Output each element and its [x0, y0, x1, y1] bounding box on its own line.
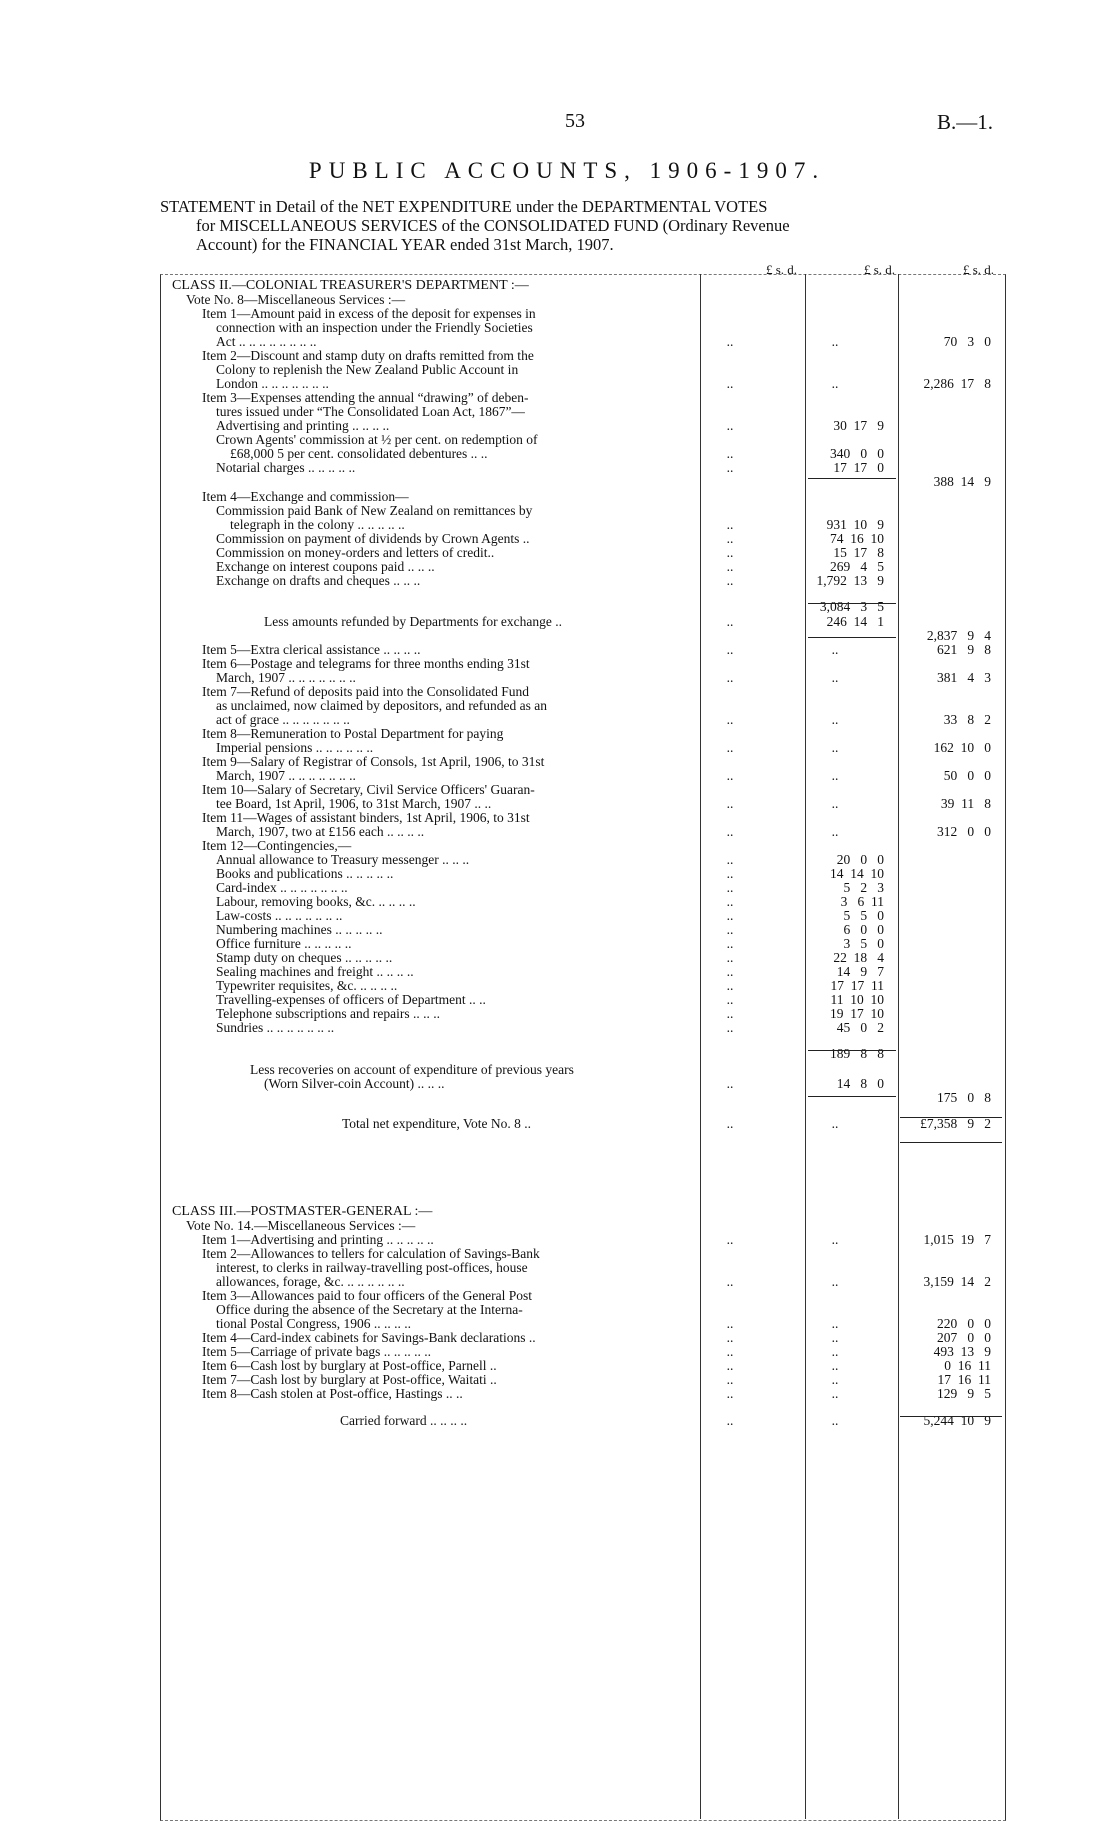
page-title: PUBLIC ACCOUNTS, 1906-1907. — [308, 158, 826, 183]
amount-column-3: 381 4 3 — [937, 670, 991, 685]
subtotal-rule — [808, 478, 896, 479]
row-label: Typewriter requisites, &c. .. .. .. .. — [216, 978, 398, 993]
table-row — [0, 474, 1114, 490]
leader-dots: .. — [726, 866, 734, 881]
amount-column-3: 2,286 17 8 — [923, 376, 991, 391]
leader-dots: .. — [831, 1413, 839, 1428]
amount-column-3: 129 9 5 — [937, 1386, 991, 1401]
leader-dots: .. — [726, 1413, 734, 1428]
amount-column-2: 14 14 10 — [830, 866, 884, 881]
leader-dots: .. — [726, 1330, 734, 1345]
leader-dots: .. — [726, 796, 734, 811]
amount-column-3: 175 0 8 — [937, 1090, 991, 1105]
amount-column-3: 312 0 0 — [937, 824, 991, 839]
subtotal-rule — [808, 1050, 896, 1051]
leader-dots: .. — [726, 740, 734, 755]
row-label: Item 3—Allowances paid to four officers of the General Post — [202, 1288, 533, 1303]
row-label: Item 7—Refund of deposits paid into the Consolidated Fund — [202, 684, 529, 699]
leader-dots: .. — [726, 334, 734, 349]
leader-dots: .. — [831, 796, 839, 811]
row-label: Item 8—Remuneration to Postal Department for paying — [202, 726, 504, 741]
row-label: Numbering machines .. .. .. .. .. — [216, 922, 383, 937]
leader-dots: .. — [726, 1274, 734, 1289]
amount-column-3: 39 11 8 — [940, 796, 991, 811]
leader-dots: .. — [831, 376, 839, 391]
row-label: Carried forward .. .. .. .. — [340, 1413, 468, 1428]
leader-dots: .. — [726, 1020, 734, 1035]
amount-column-2: 3 5 0 — [843, 936, 884, 951]
column-header-2: £ s. d. — [863, 262, 895, 277]
leader-dots: .. — [726, 922, 734, 937]
row-label: £68,000 5 per cent. consolidated debentures .. .. — [230, 446, 488, 461]
leader-dots: .. — [831, 1358, 839, 1373]
amount-column-2: 931 10 9 — [826, 517, 884, 532]
statement-heading — [160, 197, 1005, 254]
leader-dots: .. — [726, 978, 734, 993]
amount-column-2: 3,084 3 5 — [819, 599, 884, 614]
total-rule — [900, 1117, 1002, 1118]
amount-column-3: 5,244 10 9 — [923, 1413, 991, 1428]
amount-column-3: 17 16 11 — [937, 1372, 991, 1387]
leader-dots: .. — [726, 1232, 734, 1247]
amount-column-3: 0 16 11 — [944, 1358, 991, 1373]
amount-column-2: 17 17 11 — [830, 978, 884, 993]
leader-dots: .. — [726, 768, 734, 783]
amount-column-2: 340 0 0 — [830, 446, 884, 461]
row-label: Item 10—Salary of Secretary, Civil Service Officers' Guaran- — [202, 782, 535, 797]
row-label: Office furniture .. .. .. .. .. — [216, 936, 352, 951]
amount-column-2: 45 0 2 — [836, 1020, 884, 1035]
leader-dots: .. — [726, 992, 734, 1007]
leader-dots: .. — [831, 1344, 839, 1359]
amount-column-2: 74 16 10 — [830, 531, 884, 546]
row-label: Sundries .. .. .. .. .. .. .. — [216, 1020, 335, 1035]
row-label: Less recoveries on account of expenditure of previous years — [250, 1062, 574, 1077]
leader-dots: .. — [726, 614, 734, 629]
leader-dots: .. — [831, 1330, 839, 1345]
amount-column-2: 1,792 13 9 — [816, 573, 884, 588]
leader-dots: .. — [831, 1232, 839, 1247]
leader-dots: .. — [726, 1116, 734, 1131]
leader-dots: .. — [726, 418, 734, 433]
leader-dots: .. — [831, 1274, 839, 1289]
row-label: Item 11—Wages of assistant binders, 1st April, 1906, to 31st — [202, 810, 530, 825]
row-label: allowances, forage, &c. .. .. .. .. .. .. — [216, 1274, 405, 1289]
leader-dots: .. — [726, 1316, 734, 1331]
leader-dots: .. — [831, 642, 839, 657]
row-label: Travelling-expenses of officers of Department .. .. — [216, 992, 486, 1007]
amount-column-3: 162 10 0 — [933, 740, 991, 755]
row-label: Commission on payment of dividends by Crown Agents .. — [216, 531, 530, 546]
leader-dots: .. — [831, 670, 839, 685]
amount-column-3: 2,837 9 4 — [926, 628, 991, 643]
leader-dots: .. — [831, 1116, 839, 1131]
column-header-1: £ s. d. — [765, 262, 797, 277]
row-label: Telephone subscriptions and repairs .. .. .. — [216, 1006, 441, 1021]
leader-dots: .. — [726, 852, 734, 867]
amount-column-3: 207 0 0 — [937, 1330, 991, 1345]
leader-dots: .. — [831, 712, 839, 727]
page-number: 53 — [565, 110, 585, 132]
row-label: March, 1907 .. .. .. .. .. .. .. — [216, 670, 356, 685]
row-label: Item 9—Salary of Registrar of Consols, 1st April, 1906, to 31st — [202, 754, 545, 769]
row-label: Item 1—Amount paid in excess of the deposit for expenses in — [202, 306, 536, 321]
row-label: Item 5—Extra clerical assistance .. .. .. .. — [202, 642, 421, 657]
table-row — [0, 1046, 1114, 1062]
row-label: tional Postal Congress, 1906 .. .. .. .. — [216, 1316, 411, 1331]
amount-column-2: 17 17 0 — [833, 460, 884, 475]
leader-dots: .. — [726, 936, 734, 951]
row-label: Item 12—Contingencies,— — [202, 838, 352, 853]
amount-column-3: 621 9 8 — [937, 642, 991, 657]
row-label: Annual allowance to Treasury messenger .. .. .. — [216, 852, 470, 867]
row-label: act of grace .. .. .. .. .. .. .. — [216, 712, 350, 727]
leader-dots: .. — [726, 824, 734, 839]
amount-column-2: 269 4 5 — [830, 559, 884, 574]
amount-column-2: 3 6 11 — [840, 894, 884, 909]
row-label: March, 1907 .. .. .. .. .. .. .. — [216, 768, 356, 783]
leader-dots: .. — [726, 908, 734, 923]
row-label: Item 6—Postage and telegrams for three months ending 31st — [202, 656, 530, 671]
leader-dots: .. — [726, 1386, 734, 1401]
row-label: Vote No. 8—Miscellaneous Services :— — [186, 292, 406, 307]
amount-column-2: 14 9 7 — [836, 964, 884, 979]
row-label: Less amounts refunded by Departments for exchange .. — [264, 614, 563, 629]
amount-column-2: 15 17 8 — [833, 545, 884, 560]
row-label: Notarial charges .. .. .. .. .. — [216, 460, 356, 475]
amount-column-3: £7,358 9 2 — [920, 1116, 991, 1131]
row-label: CLASS II.—COLONIAL TREASURER'S DEPARTMENT :— — [172, 278, 529, 293]
row-label: Commission paid Bank of New Zealand on remittances by — [216, 503, 533, 518]
leader-dots: .. — [831, 1372, 839, 1387]
row-label: Item 2—Allowances to tellers for calculation of Savings-Bank — [202, 1246, 540, 1261]
row-label: Sealing machines and freight .. .. .. .. — [216, 964, 414, 979]
column-header-3: £ s. d. — [962, 262, 994, 277]
row-label: March, 1907, two at £156 each .. .. .. .. — [216, 824, 425, 839]
row-label: connection with an inspection under the Friendly Societies — [216, 320, 533, 335]
row-label: Item 8—Cash stolen at Post-office, Hastings .. .. — [202, 1386, 463, 1401]
amount-column-2: 14 8 0 — [836, 1076, 884, 1091]
leader-dots: .. — [831, 824, 839, 839]
row-label: Crown Agents' commission at ½ per cent. on redemption of — [216, 432, 538, 447]
row-label: Office during the absence of the Secretary at the Interna- — [216, 1302, 523, 1317]
row-label: CLASS III.—POSTMASTER-GENERAL :— — [172, 1204, 433, 1219]
row-label: Exchange on interest coupons paid .. .. .. — [216, 559, 435, 574]
table-row — [0, 599, 1114, 615]
amount-column-2: 11 10 10 — [830, 992, 884, 1007]
row-label: Item 5—Carriage of private bags .. .. .. .. .. — [202, 1344, 432, 1359]
amount-column-3: 493 13 9 — [933, 1344, 991, 1359]
row-label: London .. .. .. .. .. .. .. — [216, 376, 329, 391]
leader-dots: .. — [726, 573, 734, 588]
row-label: Act .. .. .. .. .. .. .. .. — [216, 334, 317, 349]
row-label: Labour, removing books, &c. .. .. .. .. — [216, 894, 416, 909]
amount-column-3: 388 14 9 — [933, 474, 991, 489]
leader-dots: .. — [726, 964, 734, 979]
leader-dots: .. — [726, 559, 734, 574]
row-label: as unclaimed, now claimed by depositors, and refunded as an — [216, 698, 548, 713]
row-label: Commission on money-orders and letters of credit.. — [216, 545, 495, 560]
document-code: B.—1. — [937, 110, 994, 134]
leader-dots: .. — [726, 376, 734, 391]
row-label: interest, to clerks in railway-travelling post-offices, house — [216, 1260, 528, 1275]
leader-dots: .. — [726, 642, 734, 657]
leader-dots: .. — [726, 446, 734, 461]
row-label: telegraph in the colony .. .. .. .. .. — [230, 517, 405, 532]
row-label: Colony to replenish the New Zealand Public Account in — [216, 362, 519, 377]
statement-line-1: STATEMENT in Detail of the NET EXPENDITURE under the DEPARTMENTAL VOTES — [160, 197, 768, 216]
leader-dots: .. — [726, 894, 734, 909]
row-label: Item 4—Card-index cabinets for Savings-Bank declarations .. — [202, 1330, 536, 1345]
leader-dots: .. — [831, 1386, 839, 1401]
table-row — [0, 1090, 1114, 1106]
row-label: Imperial pensions .. .. .. .. .. .. — [216, 740, 374, 755]
table-row — [0, 1116, 1114, 1132]
leader-dots: .. — [726, 1076, 734, 1091]
leader-dots: .. — [726, 460, 734, 475]
table-row — [0, 1386, 1114, 1402]
amount-column-3: 3,159 14 2 — [923, 1274, 991, 1289]
subtotal-rule — [808, 637, 896, 638]
table-row — [0, 1020, 1114, 1036]
leader-dots: .. — [726, 545, 734, 560]
statement-line-3: Account) for the FINANCIAL YEAR ended 31st March, 1907. — [196, 235, 614, 254]
leader-dots: .. — [831, 740, 839, 755]
leader-dots: .. — [831, 768, 839, 783]
row-label: Item 1—Advertising and printing .. .. .. .. .. — [202, 1232, 434, 1247]
amount-column-2: 30 17 9 — [833, 418, 884, 433]
row-label: Advertising and printing .. .. .. .. — [216, 418, 390, 433]
amount-column-2: 22 18 4 — [833, 950, 884, 965]
amount-column-3: 33 8 2 — [943, 712, 991, 727]
subtotal-rule — [808, 1096, 896, 1097]
amount-column-2: 189 8 8 — [830, 1046, 884, 1061]
row-label: Card-index .. .. .. .. .. .. .. — [216, 880, 348, 895]
amount-column-2: 6 0 0 — [843, 922, 884, 937]
subtotal-rule — [808, 603, 896, 604]
leader-dots: .. — [726, 531, 734, 546]
amount-column-2: 246 14 1 — [826, 614, 884, 629]
leader-dots: .. — [726, 950, 734, 965]
row-label: Exchange on drafts and cheques .. .. .. — [216, 573, 421, 588]
row-label: Law-costs .. .. .. .. .. .. .. — [216, 908, 343, 923]
row-label: Vote No. 14.—Miscellaneous Services :— — [186, 1218, 416, 1233]
leader-dots: .. — [831, 334, 839, 349]
row-label: Stamp duty on cheques .. .. .. .. .. — [216, 950, 393, 965]
row-label: Item 7—Cash lost by burglary at Post-office, Waitati .. — [202, 1372, 497, 1387]
amount-column-2: 5 2 3 — [843, 880, 884, 895]
amount-column-2: 19 17 10 — [830, 1006, 884, 1021]
leader-dots: .. — [726, 880, 734, 895]
leader-dots: .. — [726, 1006, 734, 1021]
row-label: Item 2—Discount and stamp duty on drafts remitted from the — [202, 348, 534, 363]
row-label: tee Board, 1st April, 1906, to 31st March, 1907 .. .. — [216, 796, 492, 811]
total-rule — [900, 1142, 1002, 1143]
row-label: Total net expenditure, Vote No. 8 .. — [342, 1116, 532, 1131]
table-row — [0, 573, 1114, 589]
row-label: Item 4—Exchange and commission— — [202, 489, 409, 504]
statement-line-2: for MISCELLANEOUS SERVICES of the CONSOLIDATED FUND (Ordinary Revenue — [196, 216, 790, 235]
leader-dots: .. — [726, 1344, 734, 1359]
leader-dots: .. — [726, 712, 734, 727]
leader-dots: .. — [726, 1372, 734, 1387]
row-label: Books and publications .. .. .. .. .. — [216, 866, 394, 881]
amount-column-3: 220 0 0 — [937, 1316, 991, 1331]
row-label: Item 6—Cash lost by burglary at Post-office, Parnell .. — [202, 1358, 497, 1373]
row-label: tures issued under “The Consolidated Loan Act, 1867”— — [216, 404, 525, 419]
row-label: (Worn Silver-coin Account) .. .. .. — [264, 1076, 445, 1091]
amount-column-2: 20 0 0 — [836, 852, 884, 867]
amount-column-3: 1,015 19 7 — [923, 1232, 991, 1247]
amount-column-3: 50 0 0 — [943, 768, 991, 783]
leader-dots: .. — [831, 1316, 839, 1331]
leader-dots: .. — [726, 670, 734, 685]
row-label: Item 3—Expenses attending the annual “drawing” of deben- — [202, 390, 529, 405]
amount-column-2: 5 5 0 — [843, 908, 884, 923]
leader-dots: .. — [726, 517, 734, 532]
leader-dots: .. — [726, 1358, 734, 1373]
amount-column-3: 70 3 0 — [943, 334, 991, 349]
total-rule — [900, 1416, 1002, 1417]
